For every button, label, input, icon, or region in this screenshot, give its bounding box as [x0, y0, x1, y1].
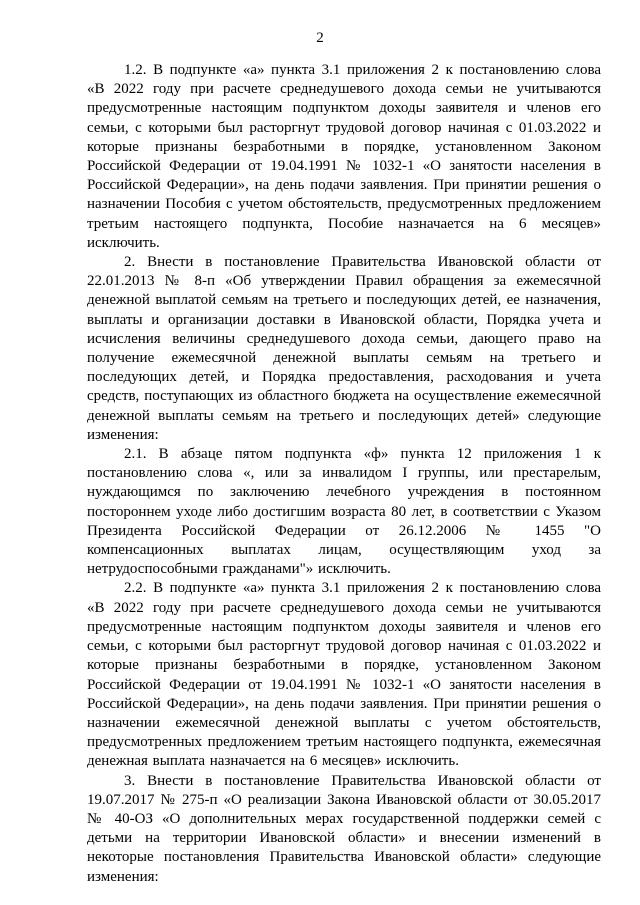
paragraph: 2.1. В абзаце пятом подпункта «ф» пункта 12 приложения 1 к постановлению слова «, или за инвалидом I группы, или престарелым, нуждающимся по заключению лечебного учреждения в постоянном постороннем уходе либо достигшим возраста 80 лет, в соответствии с Указом Президента Российской Федерации от 26.12.2006 № 1455 "О компенсационных выплатах лицам, осуществляющим уход за нетрудоспособными гражданами"» исключить. — [87, 446, 601, 578]
paragraph: 1.2. В подпункте «а» пункта 3.1 приложения 2 к постановлению слова «В 2022 году при расчете среднедушевого дохода семьи не учитываются предусмотренные настоящим подпунктом доходы заявителя и членов его семьи, с которыми был расторгнут трудовой договор начиная с 01.03.2022 и которые признаны безработными в порядке, установленном Законом Российской Федерации от 19.04.1991 № 1032-1 «О занятости населения в Российской Федерации», на день подачи заявления. При принятии решения о назначении Пособия с учетом обстоятельств, предусмотренных предложением третьим настоящего подпункта, Пособие назначается на 6 месяцев» исключить. — [87, 62, 601, 251]
paragraph: 2. Внести в постановление Правительства Ивановской области от 22.01.2013 № 8-п «Об утверждении Правил обращения за ежемесячной денежной выплатой семьям на третьего и последующих детей, ее назначения, выплаты и организации доставки в Ивановской области, Порядка учета и исчисления величины среднедушевого дохода семьи, дающего право на получение ежемесячной денежной выплаты семьям на третьего и последующих детей, и Порядка предоставления, расходования и учета средств, поступающих из областного бюджета на осуществление ежемесячной денежной выплаты семьям на третьего и последующих детей» следующие изменения: — [87, 254, 601, 443]
document-body — [87, 61, 601, 887]
page-number: 2 — [316, 30, 324, 46]
paragraph: 3. Внести в постановление Правительства Ивановской области от 19.07.2017 № 275-п «О реализации Закона Ивановской области от 30.05.2017 № 40-ОЗ «О дополнительных мерах государственной поддержки семей с детьми на территории Ивановской области» и внесении изменений в некоторые постановления Правительства Ивановской области» следующие изменения: — [87, 772, 601, 885]
paragraph: 2.2. В подпункте «а» пункта 3.1 приложения 2 к постановлению слова «В 2022 году при расчете среднедушевого дохода семьи не учитываются предусмотренные настоящим подпунктом доходы заявителя и членов его семьи, с которыми был расторгнут трудовой договор начиная с 01.03.2022 и которые признаны безработными в порядке, установленном Законом Российской Федерации от 19.04.1991 № 1032-1 «О занятости населения в Российской Федерации», на день подачи заявления. При принятии решения о назначении ежемесячной денежной выплаты с учетом обстоятельств, предусмотренных предложением третьим настоящего подпункта, ежемесячная денежная выплата назначается на 6 месяцев» исключить. — [87, 580, 601, 770]
